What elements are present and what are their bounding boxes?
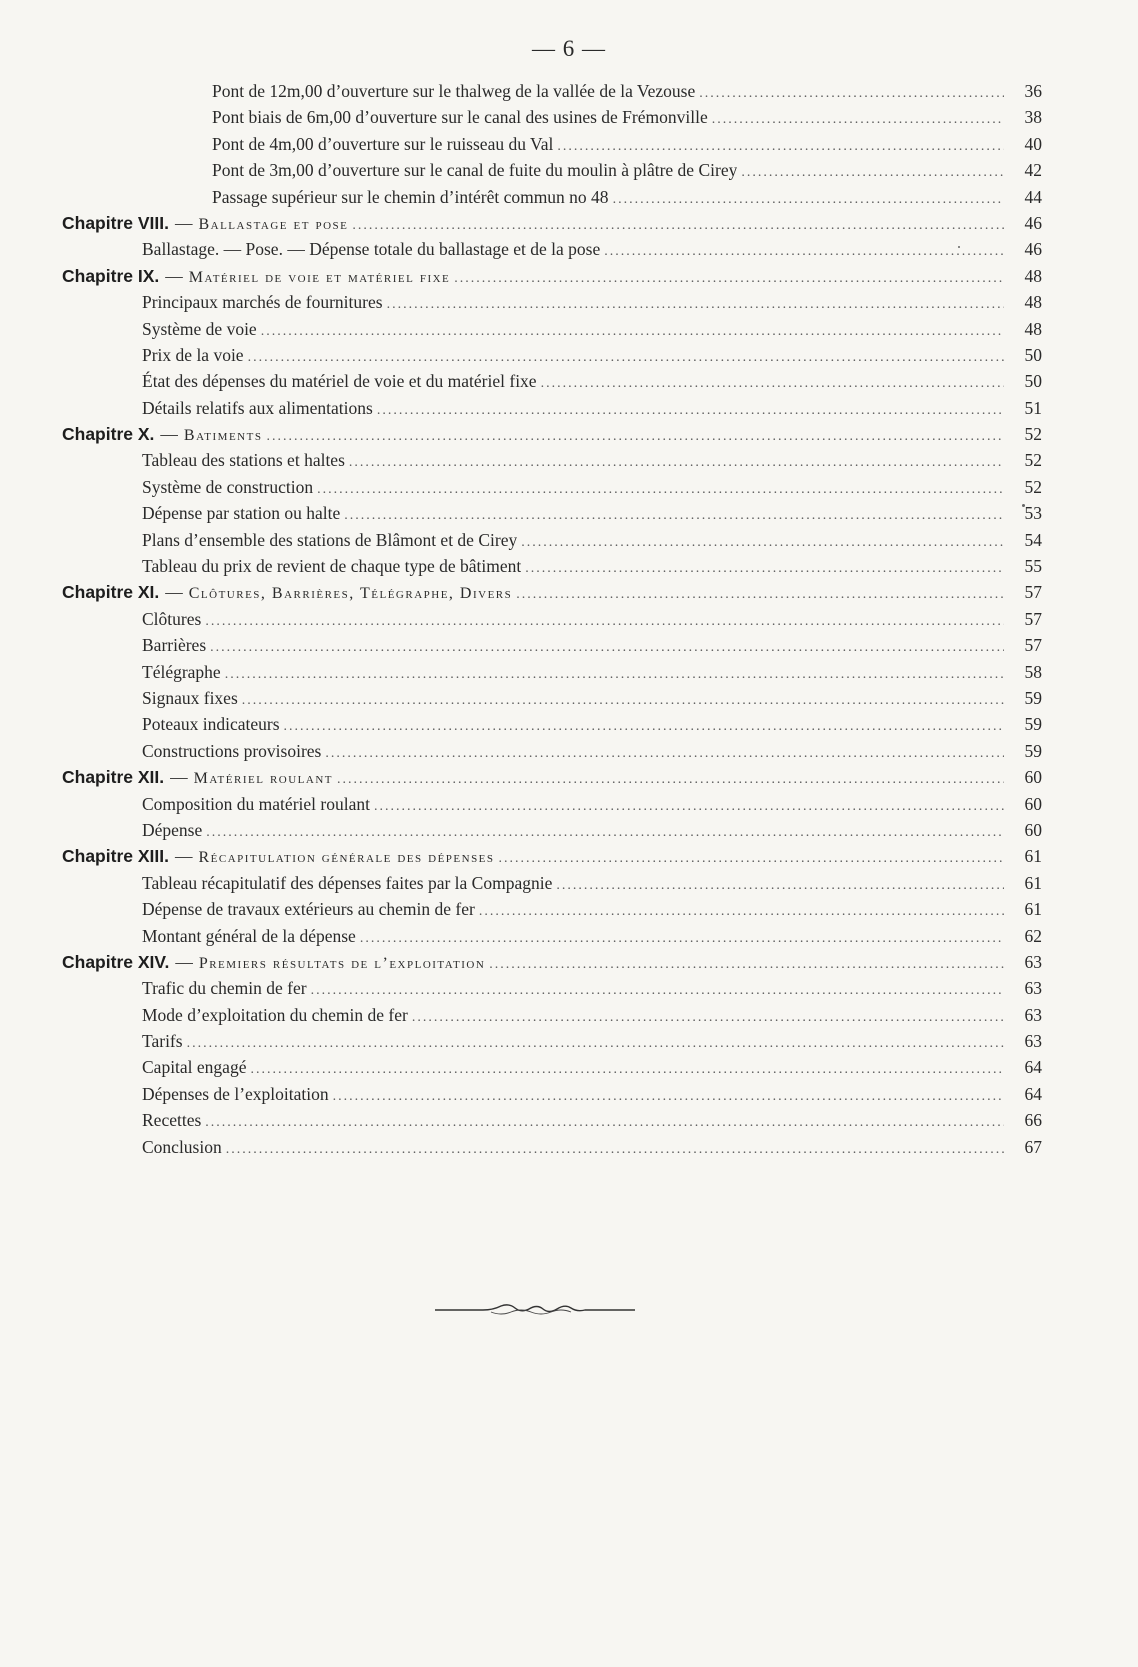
toc-entry-row <box>62 659 1042 685</box>
dot-leader <box>387 292 1004 318</box>
page-reference: 59 <box>1024 740 1042 761</box>
dot-leader <box>374 794 1004 820</box>
em-dash-separator: — <box>165 265 183 286</box>
chapter-heading <box>62 764 333 792</box>
chapter-heading <box>62 210 348 238</box>
chapter-number: Chapitre X. <box>62 424 155 445</box>
toc-entry-row <box>62 870 1042 896</box>
chapter-heading <box>62 263 450 291</box>
entry-title: Trafic du chemin de fer <box>142 978 307 999</box>
toc-entry-row <box>62 632 1042 658</box>
toc-entry-row <box>62 527 1042 553</box>
paper-speck <box>958 246 960 248</box>
page-reference: 48 <box>1024 318 1042 339</box>
dot-leader <box>741 160 1004 186</box>
page-reference: 61 <box>1024 899 1042 920</box>
dot-leader <box>479 899 1004 925</box>
toc-entry-row <box>62 1028 1042 1054</box>
toc-chapter-row <box>62 421 1042 447</box>
dot-leader <box>499 846 1004 872</box>
table-of-contents <box>62 78 1042 1160</box>
entry-title: Mode d’exploitation du chemin de fer <box>142 1004 408 1025</box>
page-reference: 59 <box>1024 687 1042 708</box>
chapter-title: Matériel roulant <box>193 770 333 788</box>
dot-leader <box>613 187 1004 213</box>
entry-title: Passage supérieur sur le chemin d’intérêt commun no 48 <box>212 186 609 207</box>
entry-title: Dépenses de l’exploitation <box>142 1083 329 1104</box>
entry-title: Clôtures <box>142 608 202 629</box>
toc-entry-row <box>62 685 1042 711</box>
em-dash-separator: — <box>165 582 183 603</box>
page-reference: 59 <box>1024 714 1042 735</box>
page-reference: 48 <box>1024 265 1042 286</box>
page-reference: 60 <box>1024 767 1042 788</box>
dot-leader <box>454 266 1004 292</box>
toc-entry-row <box>62 975 1042 1001</box>
toc-entry-row <box>62 104 1042 130</box>
entry-title: Poteaux indicateurs <box>142 714 280 735</box>
toc-entry-row <box>62 500 1042 526</box>
entry-title: Principaux marchés de fournitures <box>142 292 383 313</box>
page-number: — 6 — <box>532 36 606 61</box>
page-reference: 52 <box>1024 476 1042 497</box>
dot-leader <box>266 424 1004 450</box>
dot-leader <box>317 477 1004 503</box>
dot-leader <box>311 978 1004 1004</box>
page-reference: 57 <box>1024 608 1042 629</box>
toc-entry-row <box>62 368 1042 394</box>
toc-entry-row <box>62 1081 1042 1107</box>
entry-title: Pont de 12m,00 d’ouverture sur le thalweg de la vallée de la Vezouse <box>212 81 696 101</box>
entry-title: Plans d’ensemble des stations de Blâmont et de Cirey <box>142 529 518 550</box>
dot-leader <box>699 81 1004 107</box>
chapter-heading <box>62 579 512 607</box>
page-reference: 40 <box>1024 133 1042 154</box>
toc-entry-row <box>62 395 1042 421</box>
toc-chapter-row <box>62 579 1042 605</box>
toc-entry-row <box>62 1002 1042 1028</box>
page-reference: 51 <box>1024 397 1042 418</box>
page-reference: 36 <box>1024 81 1042 101</box>
toc-chapter-row <box>62 764 1042 790</box>
chapter-heading <box>62 421 262 449</box>
dot-leader <box>187 1031 1004 1057</box>
page-reference: 48 <box>1024 292 1042 313</box>
page-reference: 55 <box>1024 556 1042 577</box>
toc-chapter-row <box>62 210 1042 236</box>
dot-leader <box>556 873 1004 899</box>
entry-title: Ballastage. — Pose. — Dépense totale du ballastage et de la pose <box>142 239 601 260</box>
toc-entry-row <box>62 606 1042 632</box>
toc-entry-row <box>62 236 1042 262</box>
page-reference: 63 <box>1024 951 1042 972</box>
entry-title: Pont de 3m,00 d’ouverture sur le canal de fuite du moulin à plâtre de Cirey <box>212 160 738 181</box>
toc-entry-row <box>62 289 1042 315</box>
chapter-number: Chapitre IX. <box>62 265 160 286</box>
entry-title: Composition du matériel roulant <box>142 793 370 814</box>
chapter-title: Premiers résultats de l’exploitation <box>198 954 486 972</box>
entry-title: Détails relatifs aux alimentations <box>142 397 373 418</box>
entry-title: Tableau récapitulatif des dépenses faites par la Compagnie <box>142 872 553 893</box>
entry-title: Constructions provisoires <box>142 740 322 761</box>
entry-title: Tarifs <box>142 1031 183 1052</box>
dot-leader <box>349 450 1004 476</box>
entry-title: Pont biais de 6m,00 d’ouverture sur le canal des usines de Frémonville <box>212 107 708 128</box>
chapter-title: Matériel de voie et matériel fixe <box>188 268 451 286</box>
entry-title: Dépense par station ou halte <box>142 503 341 524</box>
dot-leader <box>337 767 1004 793</box>
toc-chapter-row <box>62 843 1042 869</box>
dot-leader <box>516 582 1004 608</box>
chapter-heading <box>62 843 495 871</box>
dot-leader <box>205 609 1004 635</box>
chapter-title: Clôtures, Barrières, Télégraphe, Divers <box>188 585 513 603</box>
toc-entry-row <box>62 78 1042 104</box>
toc-entry-row <box>62 738 1042 764</box>
entry-title: Recettes <box>142 1110 202 1131</box>
dot-leader <box>284 714 1004 740</box>
entry-title: Capital engagé <box>142 1057 247 1078</box>
flourish-ornament-icon <box>435 1300 635 1325</box>
chapter-heading <box>62 949 485 977</box>
page-reference: 54 <box>1024 529 1042 550</box>
page-reference: 46 <box>1024 239 1042 260</box>
em-dash-separator: — <box>174 846 193 867</box>
em-dash-separator: — <box>175 951 193 972</box>
toc-entry-row <box>62 342 1042 368</box>
toc-entry-row <box>62 131 1042 157</box>
entry-title: Dépense <box>142 819 203 840</box>
chapter-title: Ballastage et pose <box>198 215 349 233</box>
dot-leader <box>261 319 1004 345</box>
dot-leader <box>377 398 1004 424</box>
page-reference: 60 <box>1024 819 1042 840</box>
em-dash-separator: — <box>160 424 178 445</box>
toc-entry-row <box>62 474 1042 500</box>
toc-entry-row <box>62 791 1042 817</box>
dot-leader <box>541 371 1004 397</box>
toc-entry-row <box>62 896 1042 922</box>
page-reference: 52 <box>1024 450 1042 471</box>
page-reference: 50 <box>1024 344 1042 365</box>
chapter-number: Chapitre XIV. <box>62 951 170 972</box>
em-dash-separator: — <box>174 212 193 233</box>
toc-entry-row <box>62 1107 1042 1133</box>
page-reference: 63 <box>1024 1004 1042 1025</box>
page-reference: 52 <box>1024 424 1042 445</box>
dot-leader <box>712 107 1004 133</box>
page-reference: 66 <box>1024 1110 1042 1131</box>
entry-title: Conclusion <box>142 1136 222 1157</box>
dot-leader <box>525 556 1004 582</box>
entry-title: Système de voie <box>142 318 257 339</box>
page-reference: 61 <box>1024 846 1042 867</box>
em-dash-separator: — <box>170 767 188 788</box>
dot-leader <box>412 1005 1004 1031</box>
page-reference: 42 <box>1024 160 1042 181</box>
page-reference: 60 <box>1024 793 1042 814</box>
dot-leader <box>604 239 1004 265</box>
entry-title: Barrières <box>142 635 207 656</box>
dot-leader <box>205 1110 1004 1136</box>
toc-entry-row <box>62 1134 1042 1160</box>
chapter-number: Chapitre XIII. <box>62 846 169 867</box>
entry-title: Pont de 4m,00 d’ouverture sur le ruisseau du Val <box>212 133 554 154</box>
entry-title: Système de construction <box>142 476 314 497</box>
toc-entry-row <box>62 157 1042 183</box>
page-reference: 63 <box>1024 978 1042 999</box>
page-reference: 63 <box>1024 1031 1042 1052</box>
entry-title: État des dépenses du matériel de voie et du matériel fixe <box>142 371 537 392</box>
toc-entry-row <box>62 316 1042 342</box>
toc-chapter-row <box>62 263 1042 289</box>
toc-entry-row <box>62 1054 1042 1080</box>
dot-leader <box>333 1084 1004 1110</box>
page-reference: 62 <box>1024 925 1042 946</box>
page-reference: 44 <box>1024 186 1042 207</box>
toc-entry-row <box>62 711 1042 737</box>
page-reference: 58 <box>1024 661 1042 682</box>
paper-speck <box>1022 504 1025 507</box>
page-reference: 38 <box>1024 107 1042 128</box>
page-reference: 64 <box>1024 1083 1042 1104</box>
dot-leader <box>225 662 1004 688</box>
entry-title: Prix de la voie <box>142 344 244 365</box>
page-reference: 46 <box>1024 212 1042 233</box>
entry-title: Signaux fixes <box>142 687 238 708</box>
chapter-number: Chapitre XI. <box>62 582 160 603</box>
toc-entry-row <box>62 923 1042 949</box>
toc-entry-row <box>62 447 1042 473</box>
chapter-number: Chapitre XII. <box>62 767 165 788</box>
entry-title: Tableau du prix de revient de chaque type de bâtiment <box>142 556 522 577</box>
chapter-number: Chapitre VIII. <box>62 212 169 233</box>
toc-chapter-row <box>62 949 1042 975</box>
page-reference: 50 <box>1024 371 1042 392</box>
entry-title: Dépense de travaux extérieurs au chemin de fer <box>142 899 475 920</box>
page-reference: 57 <box>1024 582 1042 603</box>
dot-leader <box>226 1137 1004 1163</box>
dot-leader <box>325 741 1004 767</box>
chapter-title: Batiments <box>183 427 263 445</box>
entry-title: Télégraphe <box>142 661 221 682</box>
dot-leader <box>489 952 1004 978</box>
toc-entry-row <box>62 553 1042 579</box>
entry-title: Tableau des stations et haltes <box>142 450 345 471</box>
page-reference: 57 <box>1024 635 1042 656</box>
dot-leader <box>242 688 1004 714</box>
entry-title: Montant général de la dépense <box>142 925 356 946</box>
chapter-title: Récapitulation générale des dépenses <box>198 849 495 867</box>
page-reference: 61 <box>1024 872 1042 893</box>
page-reference: 53 <box>1024 503 1042 524</box>
dot-leader <box>521 530 1004 556</box>
dot-leader <box>210 635 1004 661</box>
page-reference: 67 <box>1024 1136 1042 1157</box>
page-reference: 64 <box>1024 1057 1042 1078</box>
toc-entry-row <box>62 817 1042 843</box>
dot-leader <box>250 1057 1004 1083</box>
toc-entry-row <box>62 184 1042 210</box>
